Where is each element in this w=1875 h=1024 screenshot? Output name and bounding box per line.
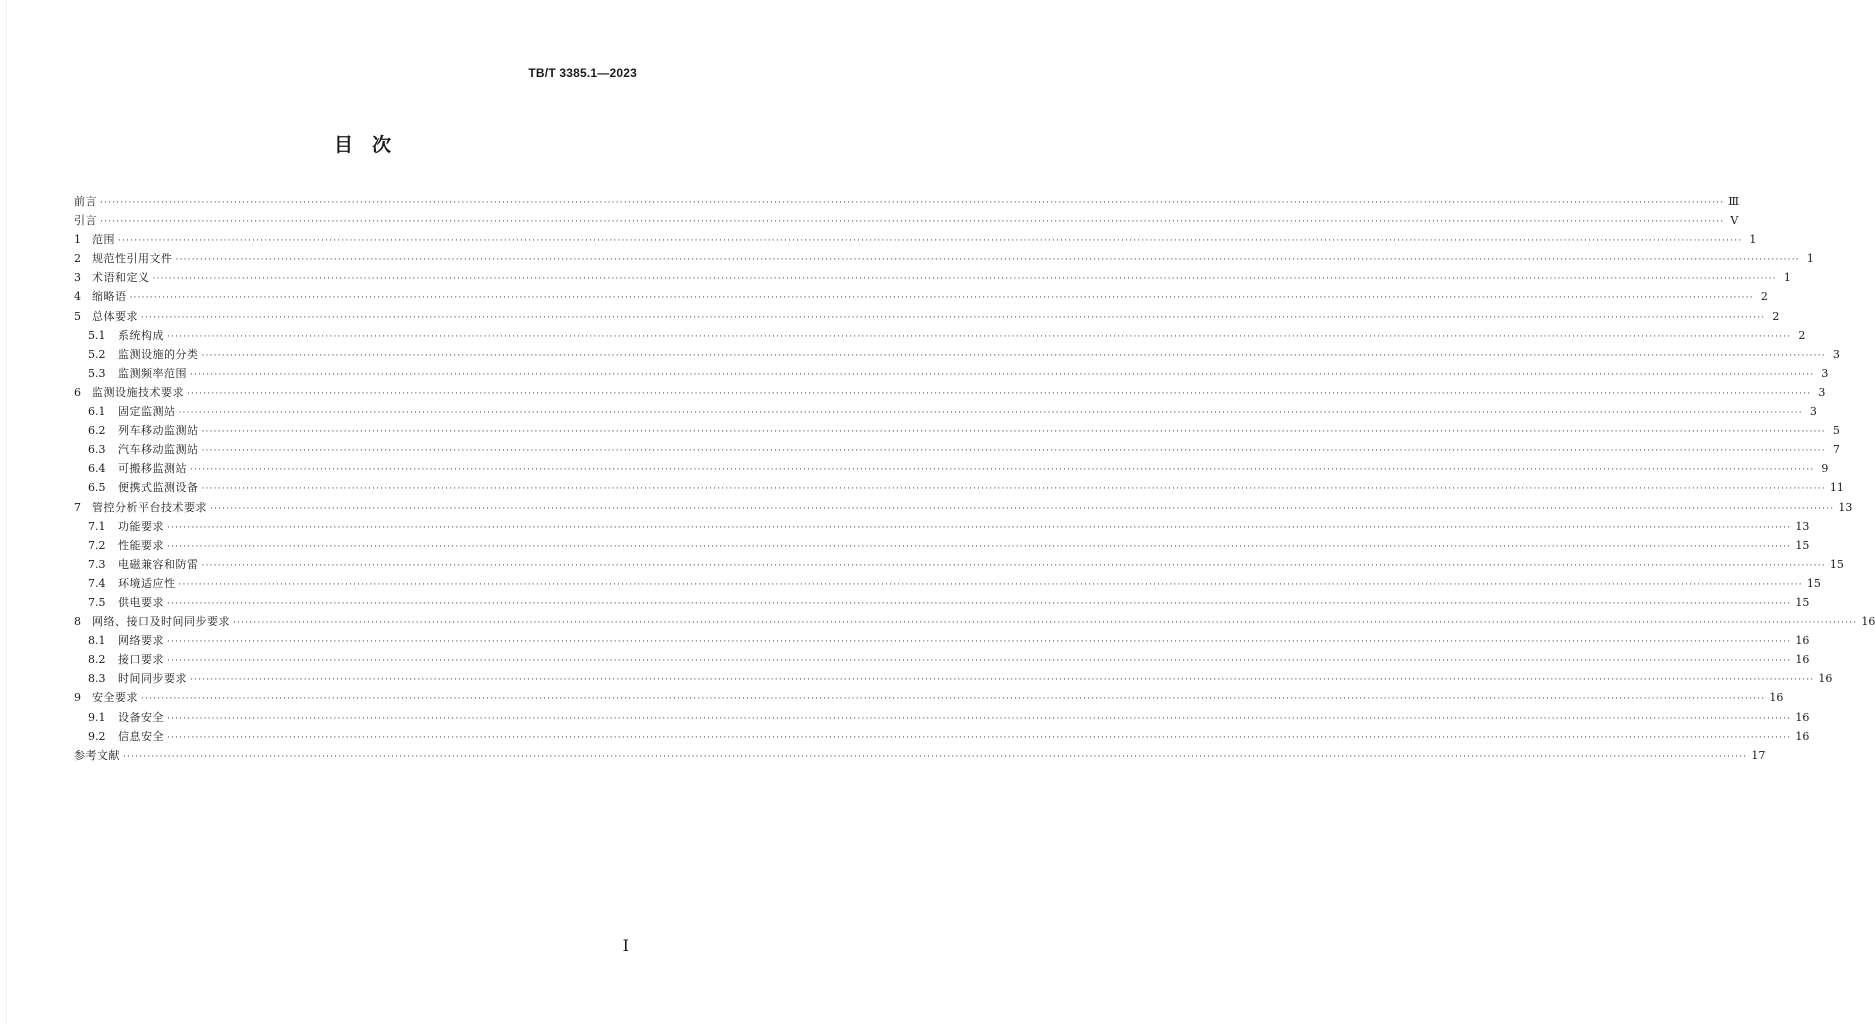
dot-leader: ················································································································································································································································································································································································································ bbox=[167, 732, 1792, 743]
toc-entry[interactable] bbox=[74, 249, 1814, 268]
toc-entry-label: 电磁兼容和防雷 bbox=[118, 557, 199, 571]
toc-entry[interactable] bbox=[74, 402, 1817, 421]
toc-entry-label: 时间同步要求 bbox=[118, 672, 187, 686]
toc-entry[interactable] bbox=[74, 688, 1784, 707]
toc-entry-page: 13 bbox=[1795, 519, 1810, 533]
toc-entry[interactable] bbox=[74, 478, 1844, 497]
dot-leader: ················································································································································································································································································································································································································ bbox=[201, 446, 1826, 457]
toc-entry-number: 2 bbox=[74, 252, 81, 266]
toc-entry-page: 15 bbox=[1795, 595, 1810, 609]
toc-entry[interactable] bbox=[74, 517, 1810, 536]
dot-leader: ················································································································································································································································································································································································································ bbox=[100, 217, 1725, 228]
toc-entry-label: 信息安全 bbox=[118, 729, 164, 743]
toc-entry-label: 设备安全 bbox=[118, 710, 164, 724]
toc-entry-label: 安全要求 bbox=[92, 691, 138, 705]
toc-entry[interactable] bbox=[74, 650, 1810, 669]
toc-entry-page: 1 bbox=[1783, 271, 1791, 285]
dot-leader: ················································································································································································································································································································································································································ bbox=[100, 198, 1725, 208]
dot-leader: ················································································································································································································································································································································································································ bbox=[123, 751, 1748, 762]
toc-entry-page: 7 bbox=[1832, 443, 1840, 457]
toc-entry-page: 17 bbox=[1751, 748, 1766, 762]
toc-entry-page: Ⅲ bbox=[1728, 195, 1739, 208]
toc-entry-label: 总体要求 bbox=[92, 309, 138, 323]
toc-entry-number: 6.5 bbox=[88, 481, 106, 495]
toc-entry-page: 16 bbox=[1818, 672, 1833, 686]
toc-entry-page: 1 bbox=[1749, 233, 1757, 247]
toc-entry-label: 前言 bbox=[74, 195, 97, 208]
dot-leader: ················································································································································································································································································································································································································ bbox=[167, 637, 1792, 648]
dot-leader: ················································································································································································································································································································································································································ bbox=[187, 388, 1812, 399]
dot-leader: ················································································································································································································································································································································································································ bbox=[167, 713, 1792, 724]
toc-entry-label: 参考文献 bbox=[74, 748, 120, 762]
dot-leader: ················································································································································································································································································································································································································ bbox=[167, 656, 1792, 667]
toc-entry[interactable] bbox=[74, 230, 1757, 249]
toc-entry[interactable] bbox=[74, 459, 1829, 478]
toc-entry-page: 2 bbox=[1760, 290, 1768, 304]
toc-entry-number: 7.1 bbox=[88, 519, 106, 533]
toc-entry[interactable] bbox=[74, 421, 1840, 440]
dot-leader: ················································································································································································································································································································································································································ bbox=[152, 274, 1777, 285]
toc-entry-number: 6.2 bbox=[88, 424, 106, 438]
toc-entry[interactable] bbox=[74, 383, 1826, 402]
dot-leader: ················································································································································································································································································································································································································ bbox=[141, 312, 1766, 323]
toc-entry-page: 16 bbox=[1795, 710, 1810, 724]
standard-code: TB/T 3385.1—2023 bbox=[528, 66, 637, 80]
dot-leader: ················································································································································································································································································································································································································ bbox=[210, 503, 1835, 514]
toc-entry-number: 7 bbox=[74, 500, 81, 514]
dot-leader: ················································································································································································································································································································································································································ bbox=[141, 694, 1766, 705]
toc-entry[interactable] bbox=[74, 708, 1810, 727]
dot-leader: ················································································································································································································································································································································································································ bbox=[178, 579, 1803, 590]
toc-entry-page: 16 bbox=[1795, 729, 1810, 743]
toc-entry-page: 3 bbox=[1832, 347, 1840, 361]
toc-entry-label: 监测设施的分类 bbox=[118, 347, 199, 361]
dot-leader: ················································································································································································································································································································································································································ bbox=[201, 560, 1826, 571]
toc-entry-page: 16 bbox=[1795, 634, 1810, 648]
dot-leader: ················································································································································································································································································································································································································ bbox=[167, 541, 1792, 552]
toc-entry-page: 9 bbox=[1821, 462, 1829, 476]
toc-entry[interactable] bbox=[74, 326, 1806, 345]
toc-entry-number: 5 bbox=[74, 309, 81, 323]
toc-entry[interactable] bbox=[74, 268, 1791, 287]
toc-entry-number: 8 bbox=[74, 615, 81, 629]
toc-entry[interactable] bbox=[74, 574, 1821, 593]
toc-entry-label: 环境适应性 bbox=[118, 576, 176, 590]
dot-leader: ················································································································································································································································································································································································································ bbox=[190, 465, 1815, 476]
toc-entry-page: 15 bbox=[1795, 538, 1810, 552]
toc-entry-number: 8.3 bbox=[88, 672, 106, 686]
toc-entry-page: 15 bbox=[1806, 576, 1821, 590]
toc-entry-page: 2 bbox=[1798, 328, 1806, 342]
toc-entry-page: 5 bbox=[1832, 424, 1840, 438]
dot-leader: ················································································································································································································································································································································································································ bbox=[167, 522, 1792, 533]
toc-entry-page: 13 bbox=[1838, 500, 1853, 514]
toc-entry-page: 1 bbox=[1806, 252, 1814, 266]
toc-entry[interactable] bbox=[74, 631, 1810, 650]
toc-list bbox=[74, 192, 1875, 765]
page-number: I bbox=[622, 936, 629, 955]
toc-entry-label: 缩略语 bbox=[92, 290, 127, 304]
toc-entry-number: 8.2 bbox=[88, 653, 106, 667]
toc-entry-number: 3 bbox=[74, 271, 81, 285]
toc-entry-number: 4 bbox=[74, 290, 81, 304]
toc-entry-number: 9.2 bbox=[88, 729, 106, 743]
toc-entry-number: 6.1 bbox=[88, 405, 106, 419]
toc-entry-page: 2 bbox=[1772, 309, 1780, 323]
toc-entry-label: 管控分析平台技术要求 bbox=[92, 500, 207, 514]
dot-leader: ················································································································································································································································································································································································································ bbox=[167, 331, 1792, 342]
toc-entry-label: 接口要求 bbox=[118, 653, 164, 667]
toc-entry-label: 监测设施技术要求 bbox=[92, 385, 184, 399]
toc-title: 目 次 bbox=[333, 134, 391, 156]
toc-entry[interactable] bbox=[74, 211, 1739, 230]
toc-entry-number: 9.1 bbox=[88, 710, 106, 724]
dot-leader: ················································································································································································································································································································································································································ bbox=[129, 293, 1754, 304]
toc-entry-label: 功能要求 bbox=[118, 519, 164, 533]
toc-entry-number: 7.2 bbox=[88, 538, 106, 552]
dot-leader: ················································································································································································································································································································································································································ bbox=[118, 236, 1743, 247]
toc-entry-page: 11 bbox=[1829, 481, 1844, 495]
toc-entry-page: 3 bbox=[1809, 405, 1817, 419]
toc-entry-label: 网络要求 bbox=[118, 634, 164, 648]
toc-entry[interactable] bbox=[74, 192, 1739, 211]
toc-entry-label: 范围 bbox=[92, 233, 115, 247]
toc-entry-number: 6.4 bbox=[88, 462, 106, 476]
toc-entry[interactable] bbox=[74, 307, 1780, 326]
toc-entry-number: 8.1 bbox=[88, 634, 106, 648]
toc-entry-page: 3 bbox=[1821, 366, 1829, 380]
toc-entry[interactable] bbox=[74, 727, 1810, 746]
toc-entry-label: 规范性引用文件 bbox=[92, 252, 173, 266]
toc-entry[interactable] bbox=[74, 669, 1833, 688]
toc-entry-number: 6.3 bbox=[88, 443, 106, 457]
toc-entry-label: 便携式监测设备 bbox=[118, 481, 199, 495]
toc-entry[interactable] bbox=[74, 536, 1810, 555]
toc-entry-page: Ⅴ bbox=[1730, 214, 1739, 228]
toc-entry-number: 7.5 bbox=[88, 595, 106, 609]
toc-entry[interactable] bbox=[74, 555, 1844, 574]
dot-leader: ················································································································································································································································································································································································································ bbox=[233, 618, 1858, 629]
dot-leader: ················································································································································································································································································································································································································ bbox=[190, 675, 1815, 686]
toc-entry[interactable] bbox=[74, 287, 1768, 306]
toc-entry-label: 监测频率范围 bbox=[118, 366, 187, 380]
toc-entry[interactable] bbox=[74, 612, 1875, 631]
toc-entry-label: 引言 bbox=[74, 214, 97, 228]
toc-entry-label: 可搬移监测站 bbox=[118, 462, 187, 476]
toc-entry-page: 3 bbox=[1818, 385, 1826, 399]
toc-entry-label: 术语和定义 bbox=[92, 271, 150, 285]
dot-leader: ················································································································································································································································································································································································································ bbox=[178, 408, 1803, 419]
toc-entry-number: 5.1 bbox=[88, 328, 106, 342]
toc-entry-label: 网络、接口及时间同步要求 bbox=[92, 615, 230, 629]
toc-entry-number: 7.4 bbox=[88, 576, 106, 590]
dot-leader: ················································································································································································································································································································································································································ bbox=[175, 255, 1800, 266]
toc-entry[interactable] bbox=[74, 593, 1810, 612]
dot-leader: ················································································································································································································································································································································································································ bbox=[190, 369, 1815, 380]
toc-entry-label: 系统构成 bbox=[118, 328, 164, 342]
toc-entry-label: 列车移动监测站 bbox=[118, 424, 199, 438]
toc-entry[interactable] bbox=[74, 364, 1829, 383]
toc-entry-number: 5.2 bbox=[88, 347, 106, 361]
toc-entry[interactable] bbox=[74, 440, 1840, 459]
toc-entry-number: 6 bbox=[74, 385, 81, 399]
dot-leader: ················································································································································································································································································································································································································ bbox=[167, 598, 1792, 609]
dot-leader: ················································································································································································································································································································································································································ bbox=[201, 427, 1826, 438]
dot-leader: ················································································································································································································································································································································································································ bbox=[201, 484, 1826, 495]
toc-entry-number: 9 bbox=[74, 691, 81, 705]
toc-entry[interactable] bbox=[74, 746, 1766, 765]
toc-entry-label: 汽车移动监测站 bbox=[118, 443, 199, 457]
toc-entry-number: 1 bbox=[74, 233, 81, 247]
toc-entry-label: 固定监测站 bbox=[118, 405, 176, 419]
toc-entry-number: 7.3 bbox=[88, 557, 106, 571]
toc-entry-page: 16 bbox=[1861, 615, 1875, 629]
toc-entry-label: 供电要求 bbox=[118, 595, 164, 609]
toc-entry-page: 15 bbox=[1829, 557, 1844, 571]
toc-entry-number: 5.3 bbox=[88, 366, 106, 380]
dot-leader: ················································································································································································································································································································································································································ bbox=[201, 350, 1826, 361]
toc-entry-page: 16 bbox=[1795, 653, 1810, 667]
toc-entry-page: 16 bbox=[1769, 691, 1784, 705]
toc-entry[interactable] bbox=[74, 345, 1840, 364]
toc-entry[interactable] bbox=[74, 498, 1853, 517]
toc-entry-label: 性能要求 bbox=[118, 538, 164, 552]
